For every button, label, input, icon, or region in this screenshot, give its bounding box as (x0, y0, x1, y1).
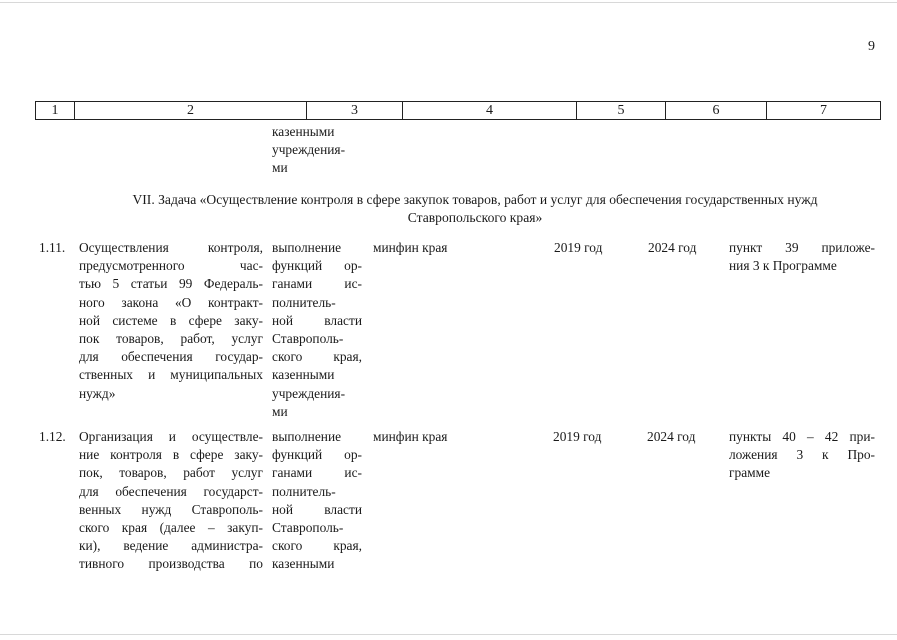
text-line: пункты 40 – 42 при- (729, 429, 875, 444)
text-line: для обеспечения государст- (79, 483, 263, 499)
header-row (36, 102, 881, 120)
scan-edge-top (0, 2, 897, 3)
text-line: ложения 3 к Про- (729, 447, 875, 463)
text-line: пункт 39 приложе- (729, 240, 875, 255)
header-col-2: 2 (75, 102, 307, 120)
text-line: ние контроля в сфере заку- (79, 447, 263, 463)
text-line: ной власти (272, 501, 362, 517)
text-line: ственных и муниципальных (79, 367, 263, 383)
text-line: Организация и осуществле- (79, 429, 263, 444)
text-line: для обеспечения государ- (79, 349, 263, 365)
indicator-link-cell (729, 428, 875, 483)
text-line: учреждения- (272, 142, 346, 158)
text-line: функций ор- (272, 258, 362, 274)
text-line: тью 5 статьи 99 Федераль- (79, 276, 263, 292)
header-col-5: 5 (577, 102, 666, 120)
text-line: венных нужд Ставрополь- (79, 501, 263, 517)
text-line: пок товаров, работ, услуг (79, 331, 263, 347)
text-line: Осуществления контроля, (79, 240, 263, 255)
start-year-cell: 2019 год (554, 240, 603, 255)
text-line: ганами ис- (272, 276, 362, 292)
text-line: нужд» (79, 385, 116, 401)
text-line: ганами ис- (272, 465, 362, 481)
text-line: ского края (далее – закуп- (79, 520, 263, 536)
end-year-cell: 2024 год (647, 429, 696, 444)
continuation-source-cell (272, 123, 364, 178)
start-year-cell: 2019 год (553, 429, 602, 444)
text-line: грамме (729, 465, 771, 481)
end-year-cell: 2024 год (648, 240, 697, 255)
text-line: Ставрополь- (272, 520, 344, 536)
header-col-4: 4 (403, 102, 577, 120)
page-number: 9 (868, 39, 875, 54)
scan-edge-bottom (0, 634, 897, 635)
header-col-1: 1 (36, 102, 75, 120)
text-line: ского края, (272, 538, 362, 554)
executor-cell: минфин края (373, 240, 448, 255)
text-line: ми (272, 160, 288, 176)
text-line: функций ор- (272, 447, 362, 463)
text-line: ного закона «О контракт- (79, 294, 263, 310)
row-number: 1.11. (39, 240, 66, 255)
text-line: выполнение (272, 429, 342, 444)
row-number: 1.12. (39, 429, 66, 444)
section-heading (60, 191, 890, 227)
text-line: казенными (272, 124, 335, 139)
executor-cell: минфин края (373, 429, 448, 444)
funding-source-cell (272, 239, 362, 421)
indicator-link-cell (729, 239, 875, 275)
column-number-header (35, 101, 881, 120)
text-line: полнитель- (272, 294, 336, 310)
text-line: тивного производства по (79, 556, 263, 572)
text-line: ной системе в сфере заку- (79, 312, 263, 328)
text-line: учреждения- (272, 385, 346, 401)
header-col-7: 7 (767, 102, 881, 120)
text-line: предусмотренного час- (79, 258, 263, 274)
header-col-6: 6 (666, 102, 767, 120)
text-line: выполнение (272, 240, 342, 255)
text-line: ния 3 к Программе (729, 258, 837, 274)
text-line: ского края, (272, 349, 362, 365)
text-line: казенными (272, 367, 335, 383)
text-line: Ставрополь- (272, 331, 344, 347)
measure-name-cell (79, 239, 263, 403)
text-line: ми (272, 403, 288, 419)
section-heading-line: Ставропольского края» (407, 210, 543, 225)
text-line: казенными (272, 556, 335, 572)
section-heading-line: VII. Задача «Осуществление контроля в сфере закупок товаров, работ и услуг для обеспечения государственных нужд (132, 192, 818, 207)
funding-source-cell (272, 428, 362, 574)
text-line: ной власти (272, 312, 362, 328)
text-line: пок, товаров, работ услуг (79, 465, 263, 481)
measure-name-cell (79, 428, 263, 574)
text-line: ки), ведение администра- (79, 538, 263, 554)
text-line: полнитель- (272, 483, 336, 499)
header-col-3: 3 (307, 102, 403, 120)
